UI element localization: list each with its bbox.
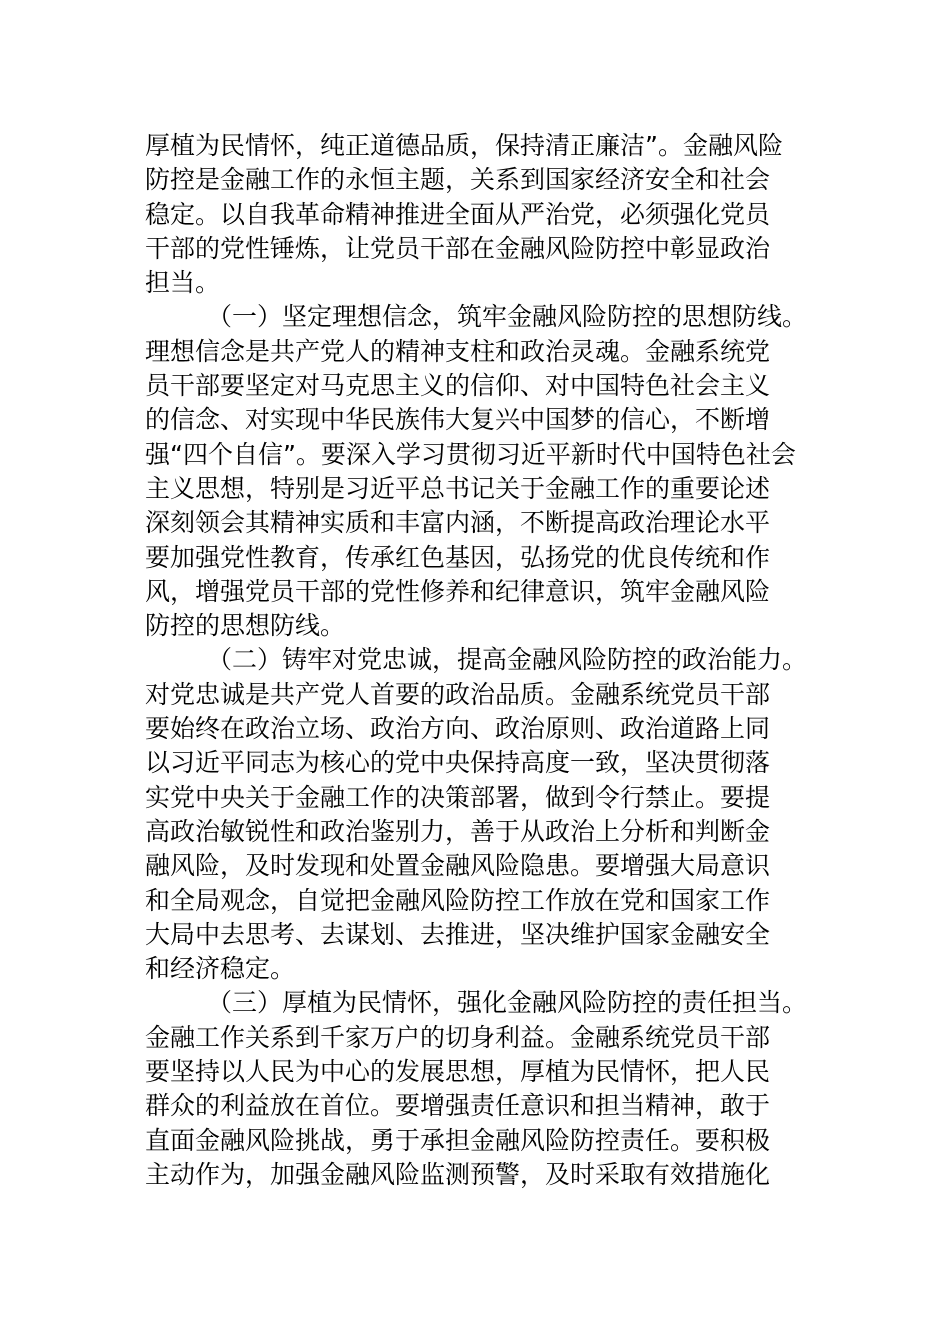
section-heading-3: （三）厚植为民情怀，强化金融风险防控的责任担当。 xyxy=(207,988,808,1018)
text-line: 理想信念是共产党人的精神支柱和政治灵魂。金融系统党 xyxy=(145,336,771,366)
text-line: 员干部要坚定对马克思主义的信仰、对中国特色社会主义 xyxy=(145,371,771,401)
text-line: 和全局观念，自觉把金融风险防控工作放在党和国家工作 xyxy=(145,885,771,915)
text-line: 实党中央关于金融工作的决策部署，做到令行禁止。要提 xyxy=(145,782,771,812)
text-line: 稳定。以自我革命精神推进全面从严治党，必须强化党员 xyxy=(145,199,771,229)
text-line: 大局中去思考、去谋划、去推进，坚决维护国家金融安全 xyxy=(145,919,771,949)
text-line: 防控的思想防线。 xyxy=(145,611,346,641)
section-heading-2: （二）铸牢对党忠诚，提高金融风险防控的政治能力。 xyxy=(207,645,808,675)
text-line: 风，增强党员干部的党性修养和纪律意识，筑牢金融风险 xyxy=(145,576,771,606)
text-line: 直面金融风险挑战，勇于承担金融风险防控责任。要积极 xyxy=(145,1125,771,1155)
text-line: 以习近平同志为核心的党中央保持高度一致，坚决贯彻落 xyxy=(145,748,771,778)
text-line: 群众的利益放在首位。要增强责任意识和担当精神，敢于 xyxy=(145,1091,771,1121)
text-line: 高政治敏锐性和政治鉴别力，善于从政治上分析和判断金 xyxy=(145,816,771,846)
text-line: 和经济稳定。 xyxy=(145,954,296,984)
text-line: 担当。 xyxy=(145,268,221,298)
text-line: 防控是金融工作的永恒主题，关系到国家经济安全和社会 xyxy=(145,165,771,195)
text-line: 融风险，及时发现和处置金融风险隐患。要增强大局意识 xyxy=(145,851,771,881)
text-line: 主动作为，加强金融风险监测预警，及时采取有效措施化 xyxy=(145,1159,771,1189)
text-line: 要加强党性教育，传承红色基因，弘扬党的优良传统和作 xyxy=(145,542,771,572)
text-line: 的信念、对实现中华民族伟大复兴中国梦的信心，不断增 xyxy=(145,405,771,435)
document-body xyxy=(145,129,825,1192)
text-line: 深刻领会其精神实质和丰富内涵，不断提高政治理论水平 xyxy=(145,508,771,538)
text-line: 厚植为民情怀，纯正道德品质，保持清正廉洁”。金融风险 xyxy=(145,131,783,160)
text-line: 金融工作关系到千家万户的切身利益。金融系统党员干部 xyxy=(145,1022,771,1052)
text-line: 干部的党性锤炼，让党员干部在金融风险防控中彰显政治 xyxy=(145,233,771,263)
text-line: 对党忠诚是共产党人首要的政治品质。金融系统党员干部 xyxy=(145,679,771,709)
text-line: 要始终在政治立场、政治方向、政治原则、政治道路上同 xyxy=(145,714,771,744)
text-line: 主义思想，特别是习近平总书记关于金融工作的重要论述 xyxy=(145,473,771,503)
section-heading-1: （一）坚定理想信念，筑牢金融风险防控的思想防线。 xyxy=(207,302,808,332)
text-line: 强“四个自信”。要深入学习贯彻习近平新时代中国特色社会 xyxy=(145,439,796,469)
text-line: 要坚持以人民为中心的发展思想，厚植为民情怀，把人民 xyxy=(145,1057,771,1087)
